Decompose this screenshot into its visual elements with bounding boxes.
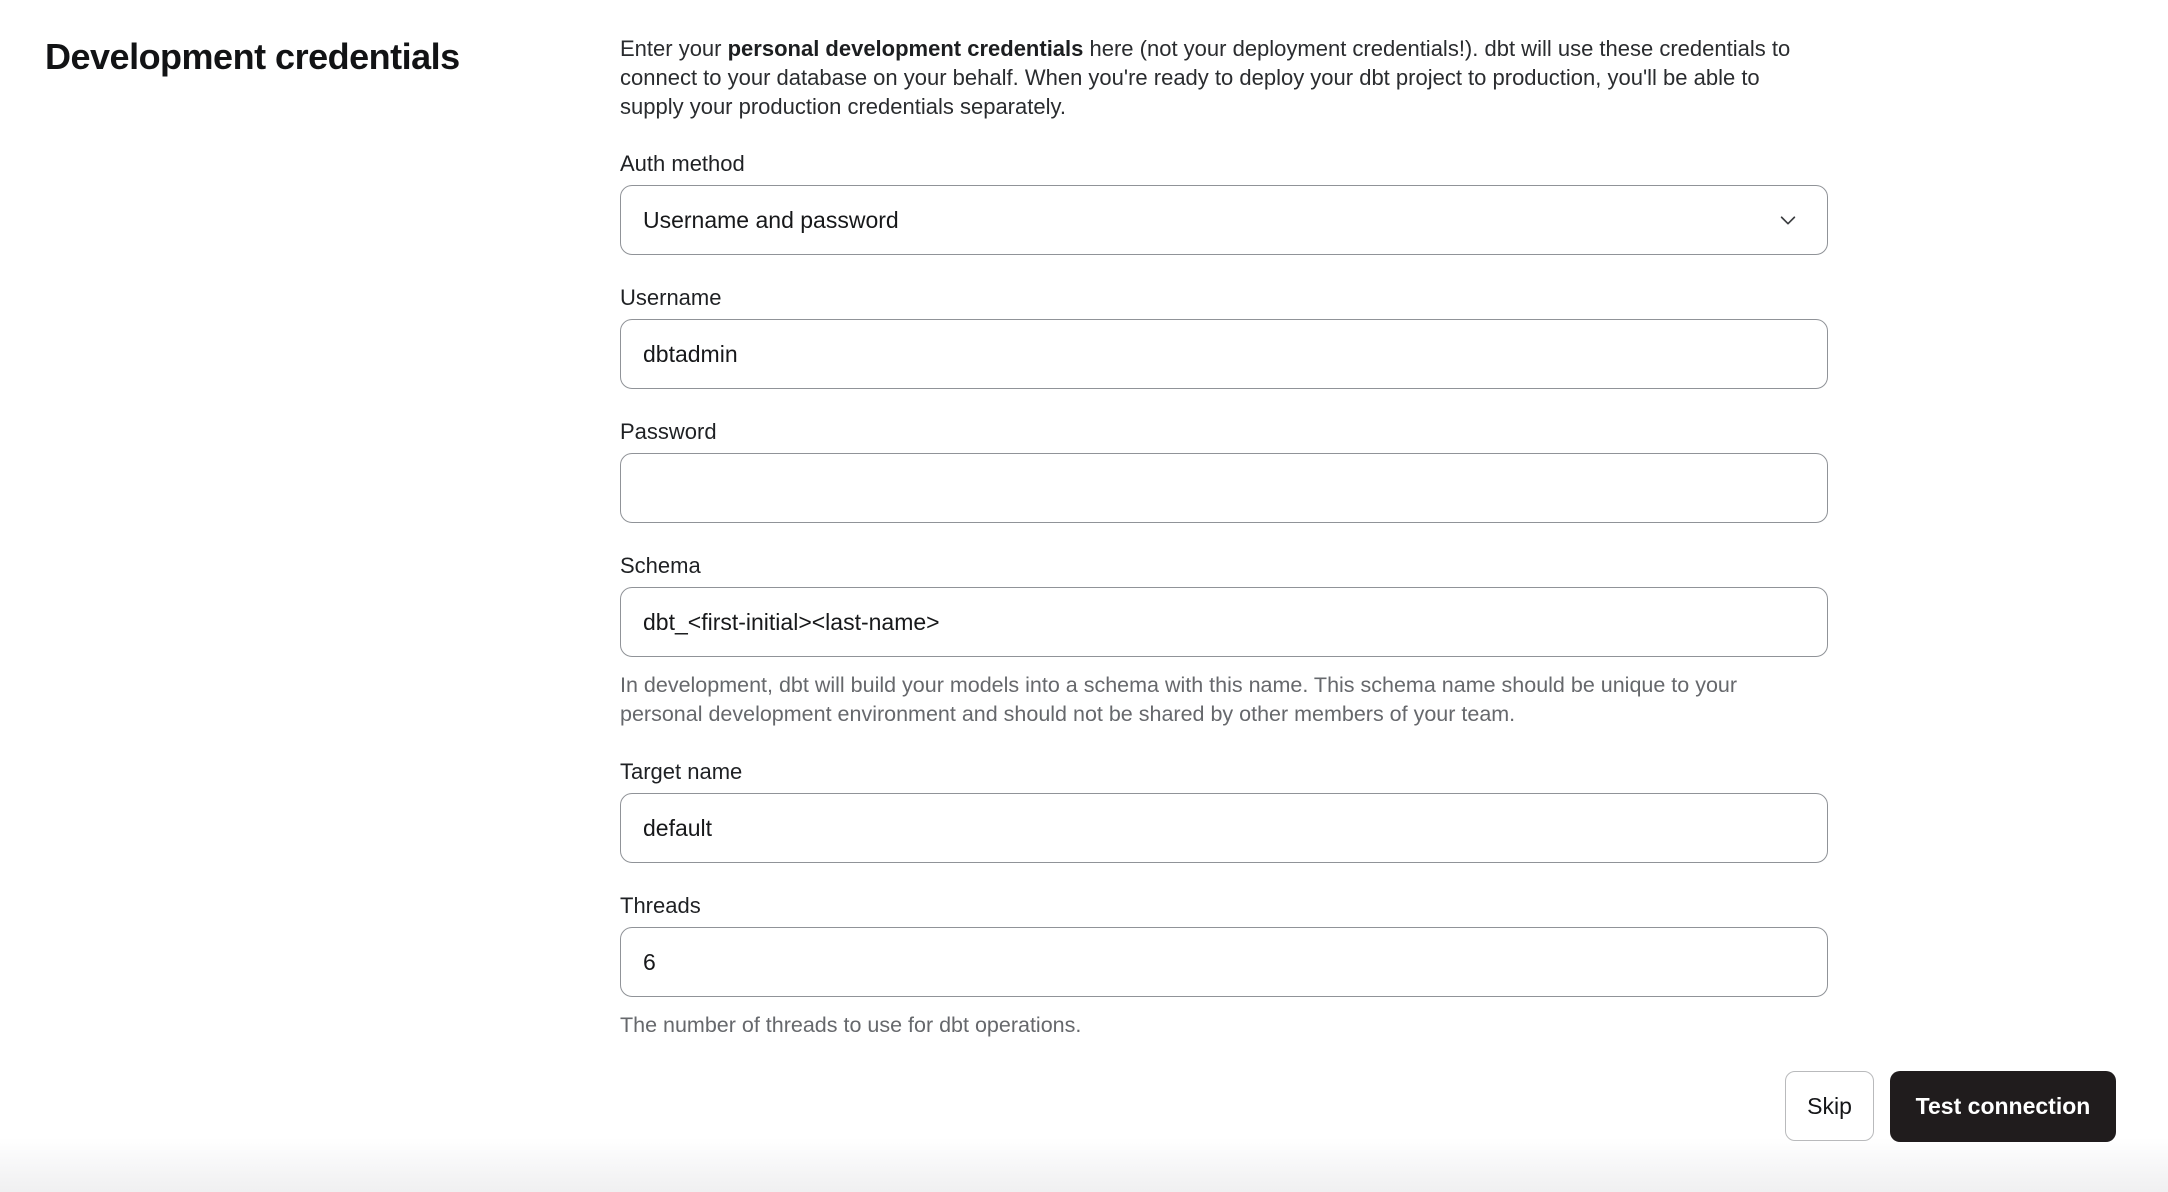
threads-helper-text: The number of threads to use for dbt operations. <box>620 1013 1082 1037</box>
section-header-column <box>0 0 620 1192</box>
credentials-form <box>620 0 1828 1192</box>
password-input[interactable] <box>620 453 1828 523</box>
username-input[interactable] <box>620 319 1828 389</box>
password-field-group <box>620 419 1828 523</box>
form-actions <box>1785 1071 2116 1142</box>
schema-input[interactable] <box>620 587 1828 657</box>
schema-label: Schema <box>620 553 701 578</box>
auth-method-selected-value: Username and password <box>643 206 899 233</box>
chevron-down-icon <box>1775 207 1801 233</box>
bottom-edge-gradient <box>0 1138 2168 1192</box>
page-title: Development credentials <box>45 36 460 77</box>
intro-text-post: here (not your deployment credentials!). dbt will use these credentials to connect to your database on your behalf. When you're ready to deploy your dbt project to production, you'll be able to supply your production credentials separately. <box>620 36 1791 119</box>
target-name-label: Target name <box>620 759 743 784</box>
schema-helper-text: In development, dbt will build your models into a schema with this name. This schema name should be unique to your personal development environment and should not be shared by other members of your team. <box>620 673 1738 726</box>
username-field-group <box>620 285 1828 389</box>
password-label: Password <box>620 419 717 444</box>
auth-method-field <box>620 151 1828 255</box>
auth-method-label: Auth method <box>620 151 745 176</box>
threads-label: Threads <box>620 893 701 918</box>
username-label: Username <box>620 285 722 310</box>
skip-button[interactable]: Skip <box>1785 1071 1874 1141</box>
target-name-input[interactable] <box>620 793 1828 863</box>
test-connection-button[interactable]: Test connection <box>1890 1071 2116 1142</box>
threads-field-group <box>620 893 1828 1040</box>
auth-method-select[interactable] <box>620 185 1828 255</box>
target-name-field-group <box>620 759 1828 863</box>
intro-text-bold: personal development credentials <box>727 36 1084 61</box>
intro-text-pre: Enter your <box>620 36 728 61</box>
schema-field-group <box>620 553 1828 729</box>
threads-input[interactable] <box>620 927 1828 997</box>
intro-paragraph <box>620 34 1795 121</box>
